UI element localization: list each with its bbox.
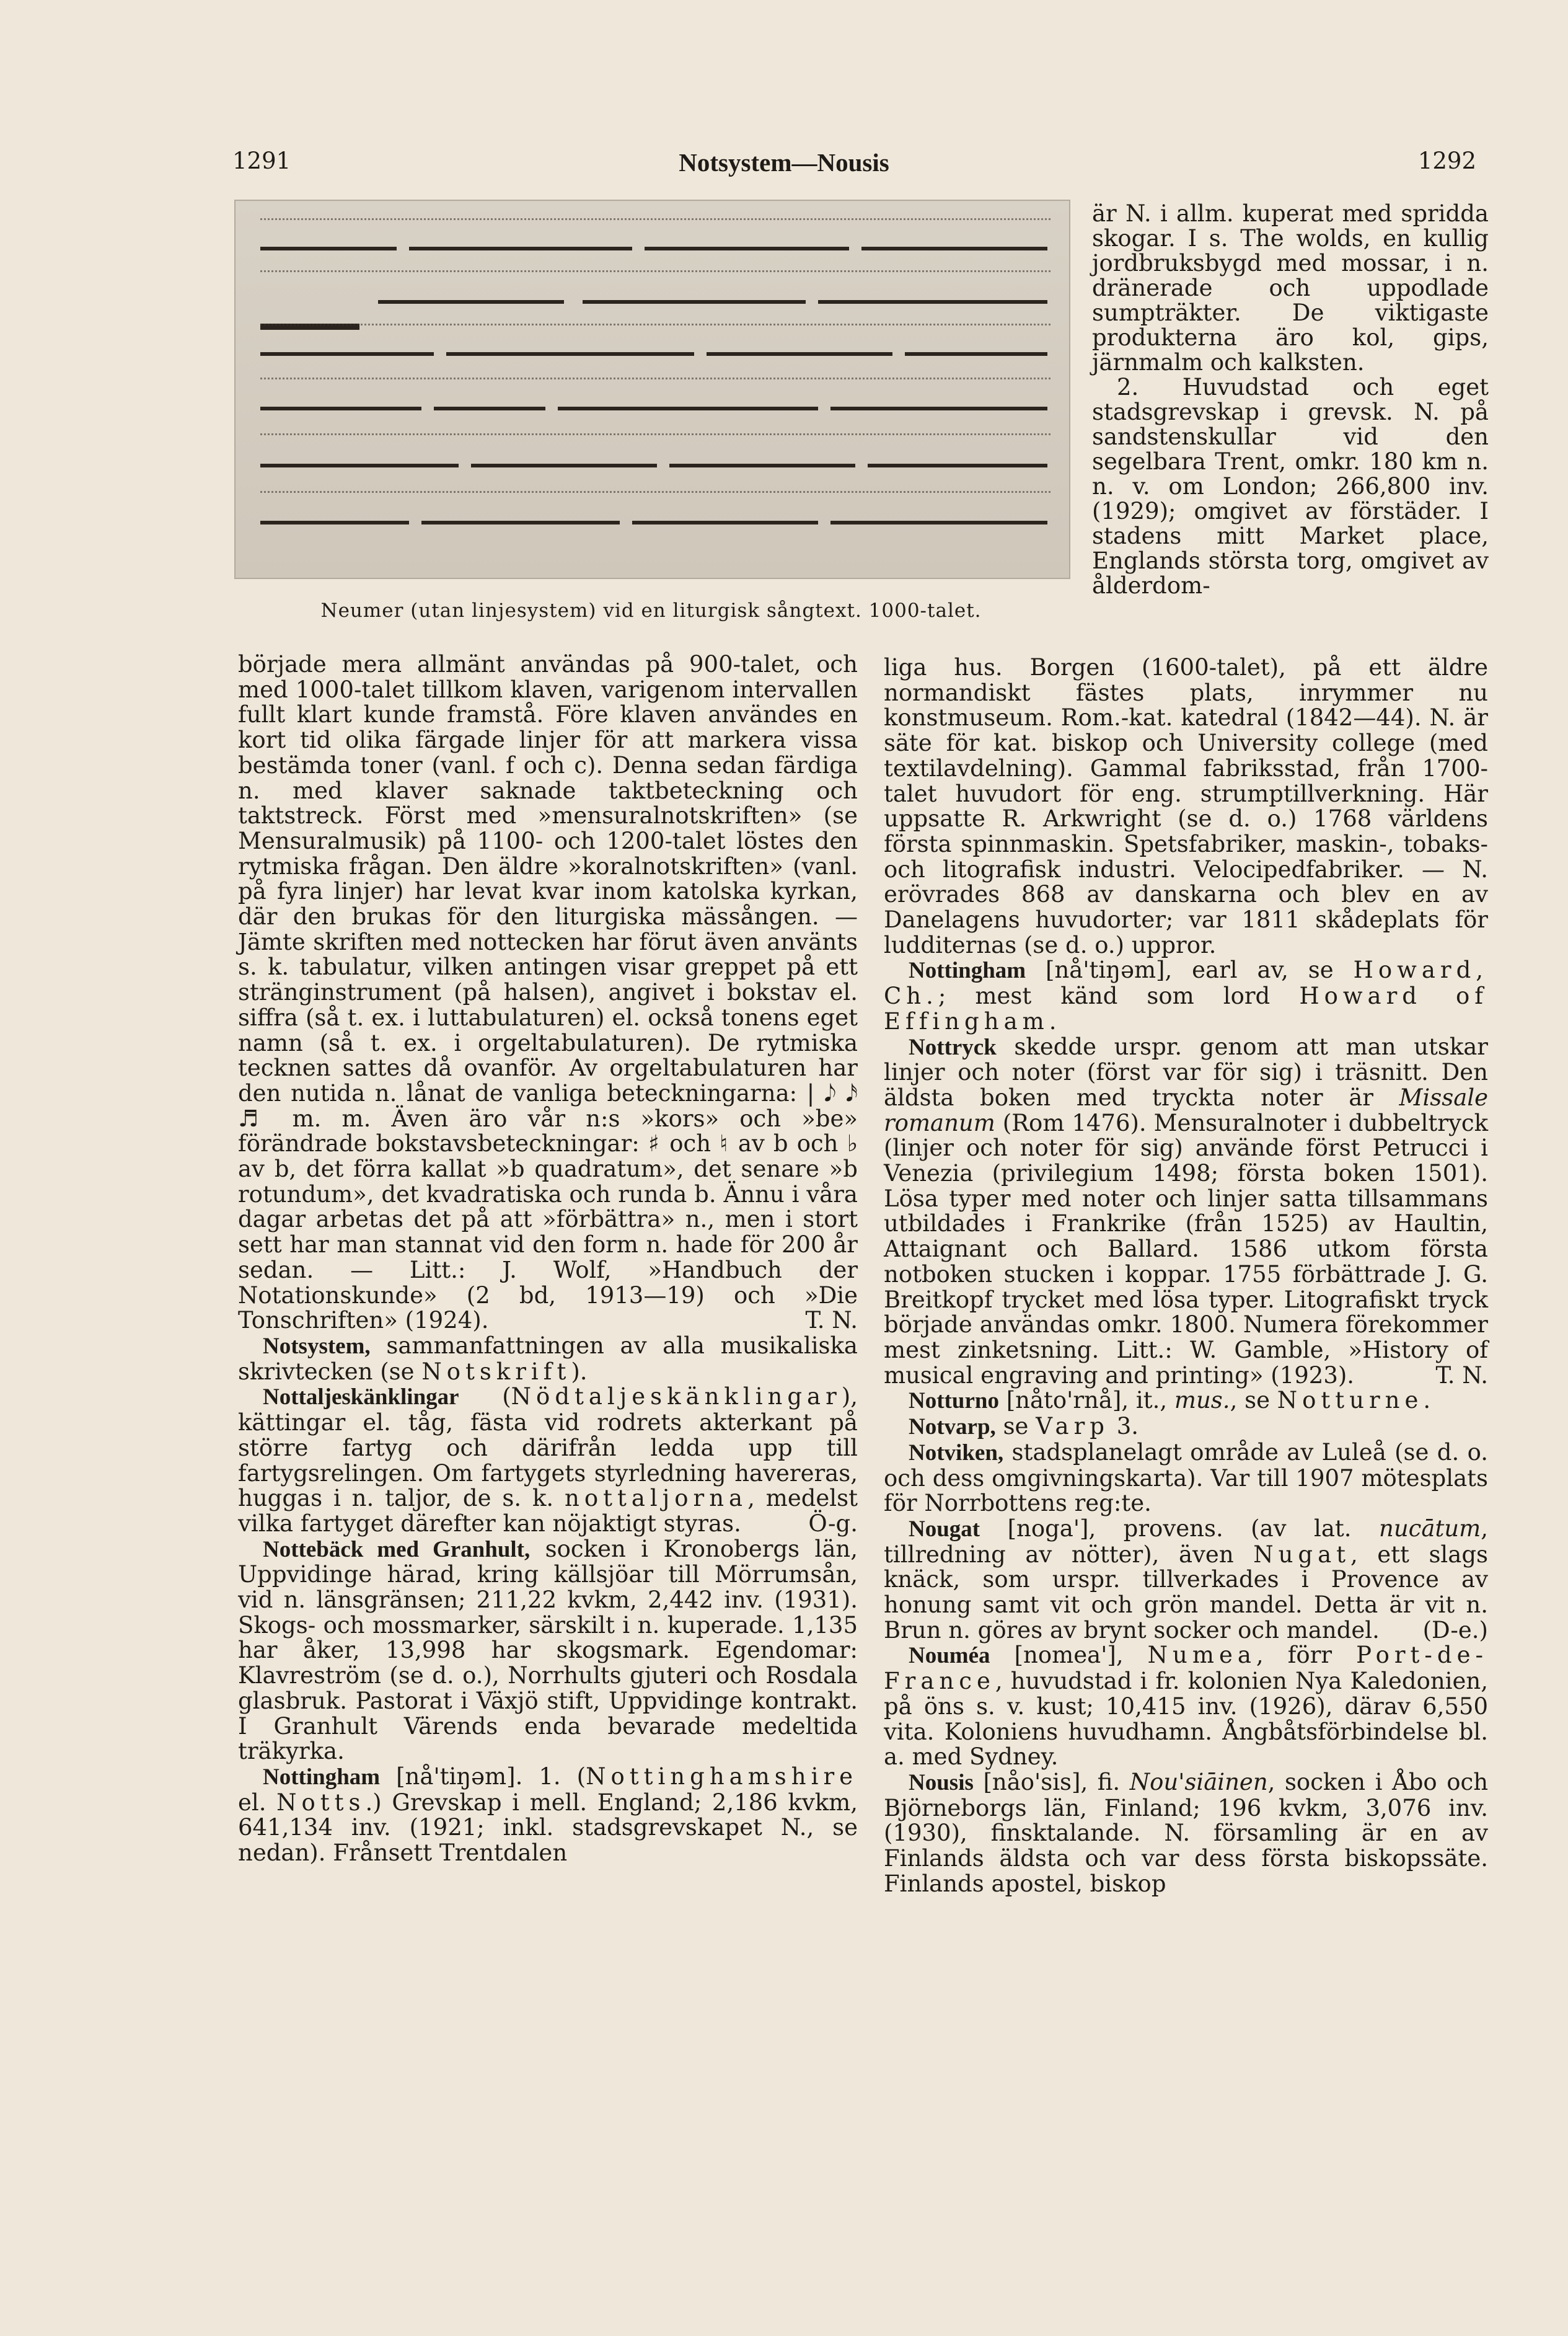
- text: , medelst vilka fartyget därefter kan nöjaktigt styras.: [238, 1485, 858, 1537]
- text: ), kättingar el. tåg, fästa vid rodrets akterkant på större fartyg och därifrån ledda upp till fartygsrelingen. Om fartygets styrledning havereras, huggas i n. taljor, de s. k.: [238, 1383, 858, 1512]
- alt-form: Numea: [1147, 1642, 1256, 1669]
- headword: Nottingham: [909, 958, 1026, 984]
- entry-nottingham-earl: [884, 958, 1488, 1034]
- text: skedde urspr. genom att man utskar linjer och noter (först var för sig) i träsnitt. Den äldsta boken med tryckta noter är: [884, 1033, 1488, 1111]
- text: socken i Kronobergs län, Uppvidinge härad, kring källsjöar till Mörrumsån, vid n. länsgränsen; 211,22 kvkm, 2,442 inv. (1931). Skogs- och mossmarker, särskilt i n. kuperade. 1,135 har åker, 13,998 har skogsmark. Egendomar: Klavreström (se d. o.), Norrhults gjuteri och Rosdala glasbruk. Pastorat i Växjö stift, Uppvidinge kontrakt. I Granhult Värends enda bevarade medeltida träkyrka.: [238, 1535, 858, 1765]
- cross-reference: Varp: [1036, 1413, 1109, 1440]
- entry-noumea: [884, 1643, 1488, 1770]
- text: 3.: [1116, 1413, 1139, 1440]
- signature: T. N.: [805, 1307, 858, 1334]
- italic-abbrev: mus.: [1174, 1387, 1230, 1414]
- signature: T. N.: [1435, 1361, 1488, 1389]
- text: m. m. Även äro vår n:s »kors» och »be» förändrade bokstavsbeteckningar:: [238, 1105, 858, 1157]
- entry-nottaljeskanklingar: Nottaljeskänklingar (Nödtaljeskänklingar), kättingar el. tåg, fästa vid rodrets akterkant på större fartyg och därifrån ledda upp till fartygsrelingen. Om fartygets styrledning havereras, huggas i n. taljor, de s. k. nottaljorna, medelst vilka fartyget därefter kan nöjaktigt styras. Ö-g.: [238, 1383, 858, 1537]
- text: [nåto'rnå], it.,: [1006, 1387, 1168, 1414]
- entry-notvarp: [884, 1414, 1488, 1440]
- figure-caption: Neumer (utan linjesystem) vid en liturgisk sångtext. 1000-talet.: [320, 599, 982, 622]
- tabulature-glyphs: | 𝅘𝅥𝅮 𝅘𝅥𝅯 ♬: [238, 1079, 858, 1132]
- text: 1. (: [539, 1763, 586, 1790]
- alt-form: Nottinghamshire: [586, 1763, 858, 1790]
- cross-reference: Notskrift: [421, 1358, 571, 1385]
- text: ).: [571, 1358, 588, 1385]
- text: började mera allmänt användas på 900-talet, och med 1000-talet tillkom klaven, varigenom intervallen fullt klart kunde framstå. Före klaven användes en kort tid olika färgade linjer för att markera vissa bestämda toner (vanl. f och c). Denna sedan färdiga n. med klaver saknade taktbeteckning och taktstreck. Först med »mensuralnotskriften» (se Mensuralmusik) på 1100- och 1200-talet löstes den rytmiska frågan. Den äldre »koralnotskriften» (vanl. på fyra linjer) har levat kvar inom katolska kyrkan, där den brukas för den liturgiska mässången. — Jämte skriften med nottecken har förut även använts s. k. tabulatur, vilken antingen visar greppet på ett stränginstrument (på halsen), angivet i bokstav el. siffra (så t. ex. i luttabulaturen) el. också tonens eget namn (så t. ex. i orgeltabulaturen). De rytmiska tecknen sattes då ovanför. Av orgeltabulaturen har den nutida n. lånat de vanliga beteckningarna:: [238, 651, 858, 1107]
- text: [nå'tiŋəm], earl av, se: [1046, 957, 1334, 984]
- italic-title: Missale romanum: [884, 1084, 1489, 1136]
- cross-reference: Howard of Effingham: [884, 983, 1488, 1035]
- text: , förr: [1256, 1642, 1332, 1669]
- headword: Notviken,: [909, 1440, 1004, 1466]
- square-b: b: [773, 1130, 788, 1157]
- headword: Nottryck: [909, 1034, 997, 1060]
- text: sammanfattningen av alla musikaliska skrivtecken (se: [238, 1332, 858, 1385]
- page-number-right: 1292: [1417, 148, 1476, 174]
- entry-notturno: [884, 1388, 1488, 1414]
- alt-form: Port-de-France: [884, 1642, 1488, 1695]
- alt-form: Nödtaljeskänklingar: [511, 1383, 842, 1410]
- right-column-top: [1092, 201, 1489, 598]
- text: ; mest känd som lord: [938, 983, 1271, 1010]
- running-title: Notsystem—Nousis: [679, 148, 889, 177]
- italic-term: Nou'siāinen: [1129, 1768, 1268, 1795]
- text: , tillredning av nötter), även: [884, 1515, 1488, 1568]
- pronunciation: [nå'tiŋəm].: [396, 1763, 523, 1790]
- alt-form: Notts: [276, 1789, 366, 1816]
- headword: Nottingham: [263, 1764, 381, 1790]
- text: [noga'], provens. (av lat.: [1007, 1515, 1352, 1542]
- paragraph: liga hus. Borgen (1600-talet), på ett äldre normandiskt fästes plats, inrymmer nu konstmuseum. Rom.-kat. katedral (1842—44). N. är säte för kat. biskop och University college (med textilavdelning). Gammal fabriksstad, från 1700-talet huvudort för eng. strumptillverkning. Här uppsatte R. Arkwright (se d. o.) 1768 världens första spinnmaskin. Spetsfabriker, maskin-, tobaks- och litografisk industri. Velocipedfabriker. — N. erövrades 868 av danskarna och blev en av Danelagens huvudorter; var 1811 skådeplats för ludditernas (se d. o.) uppror.: [884, 654, 1488, 958]
- text: , ett slags knäck, som urspr. tillverkades i Provence av honung samt vit och grön mandel. Detta är vit n. Brun n. göres av brynt socker och mandel.: [884, 1541, 1489, 1644]
- text: [nåo'sis], fi.: [983, 1768, 1121, 1795]
- paragraph: är N. i allm. kuperat med spridda skogar. I s. The wolds, en kullig jordbruksbygd med mossar, i n. dränerade och uppodlade sumpträkter. De viktigaste produkterna äro kol, gips, järnmalm och kalksten.: [1092, 200, 1489, 376]
- paragraph: [238, 652, 858, 1334]
- text: och: [669, 1130, 711, 1157]
- text: .) Grevskap i mell. England; 2,186 kvkm, 641,134 inv. (1921; inkl. stadsgrevskapet N., se nedan). Frånsett Trentdalen: [238, 1789, 858, 1867]
- headword: Nouméa: [909, 1643, 990, 1669]
- page-number-left: 1291: [232, 148, 291, 174]
- text: [nomea'],: [1014, 1642, 1124, 1669]
- natural-icon: ♮: [720, 1130, 729, 1157]
- text: (Rom 1476). Mensuralnoter i dubbeltryck (linjer och noter för sig) använde först Petrucci i Venezia (privilegium 1498; första boken 1501). Lösa typer med noter och linjer satta tillsammans utbildades i Frankrike (från 1525) av Haultin, Attaignant och Ballard. 1586 utkom första notboken stucken i koppar. 1755 förbättrade J. G. Breitkopf trycket med lösa typer. Litografiskt tryck började användas omkr. 1800. Numera förekommer mest zinketsning. Litt.: W. Gamble, »History of musical engraving and printing» (1923).: [884, 1109, 1488, 1389]
- headword: Nougat: [909, 1516, 980, 1542]
- text: .: [1423, 1387, 1431, 1414]
- text: se: [1003, 1413, 1029, 1440]
- entry-nottryck: [884, 1035, 1488, 1389]
- entry-notviken: [884, 1440, 1488, 1516]
- text: av: [738, 1130, 765, 1157]
- entry-notsystem: [238, 1334, 858, 1384]
- left-column: [238, 652, 858, 1866]
- text: stadsplanelagt område av Luleå (se d. o. och dess omgivningskarta). Var till 1907 mötesplats för Norrbottens reg:te.: [884, 1438, 1488, 1517]
- text: .: [1049, 1007, 1057, 1035]
- text: el.: [238, 1789, 266, 1816]
- alt-form: Nugat: [1253, 1541, 1351, 1568]
- entry-nougat: [884, 1516, 1488, 1644]
- signature: Ö-g.: [808, 1510, 858, 1537]
- paragraph: 2. Huvudstad och eget stadsgrevskap i grevsk. N. på sandstenskullar vid den segelbara Trent, omkr. 180 km n. n. v. om London; 266,800 inv. (1929); omgivet av förstäder. I stadens mitt Market place, Englands största torg, omgivet av ålderdom-: [1092, 374, 1489, 599]
- entry-nottebäck: [238, 1537, 858, 1764]
- headword: Nousis: [909, 1769, 974, 1795]
- entry-nousis: [884, 1770, 1488, 1897]
- right-column: [884, 655, 1488, 1896]
- signature: (D-e.): [1422, 1616, 1488, 1644]
- spaced-term: nottaljorna: [565, 1485, 748, 1512]
- text: och ♭ av b, det förra kallat »b quadratum», det senare »b rotundum», det kvadratiska och runda b. Ännu i våra dagar arbetas det på att »förbättra» n., men i stort sett har man stannat vid den form n. hade för 200 år sedan. — Litt.: J. Wolf, »Handbuch der Notationskunde» (2 bd, 1913—19) och »Die Tonschriften» (1924).: [238, 1130, 858, 1334]
- page-header: [0, 148, 1568, 185]
- cross-reference: Notturne: [1277, 1387, 1424, 1414]
- headword: Nottaljeskänklingar: [263, 1384, 459, 1410]
- entry-nottingham: [238, 1764, 858, 1866]
- cross-reference: Howard, Ch.: [884, 957, 1489, 1010]
- headword: Nottebäck med Granhult,: [263, 1536, 531, 1562]
- text: , se: [1230, 1387, 1270, 1414]
- headword: Notsystem,: [263, 1333, 371, 1359]
- text: , socken i Åbo och Björneborgs län, Finland; 196 kvkm, 3,076 inv. (1930), finsktalande. N. församling är en av Finlands äldsta och var dess första biskopssäte. Finlands apostel, biskop: [884, 1768, 1489, 1897]
- sharp-icon: ♯: [648, 1130, 661, 1157]
- neume-manuscript-figure: [234, 200, 1070, 579]
- headword: Notvarp,: [909, 1414, 996, 1440]
- headword: Notturno: [909, 1388, 999, 1414]
- text: , huvudstad i fr. kolonien Nya Kaledonien, på öns s. v. kust; 10,415 inv. (1926), därav 6,550 vita. Koloniens huvudhamn. Ångbåtsförbindelse bl. a. med Sydney.: [884, 1668, 1488, 1771]
- italic-term: nucātum: [1379, 1515, 1481, 1542]
